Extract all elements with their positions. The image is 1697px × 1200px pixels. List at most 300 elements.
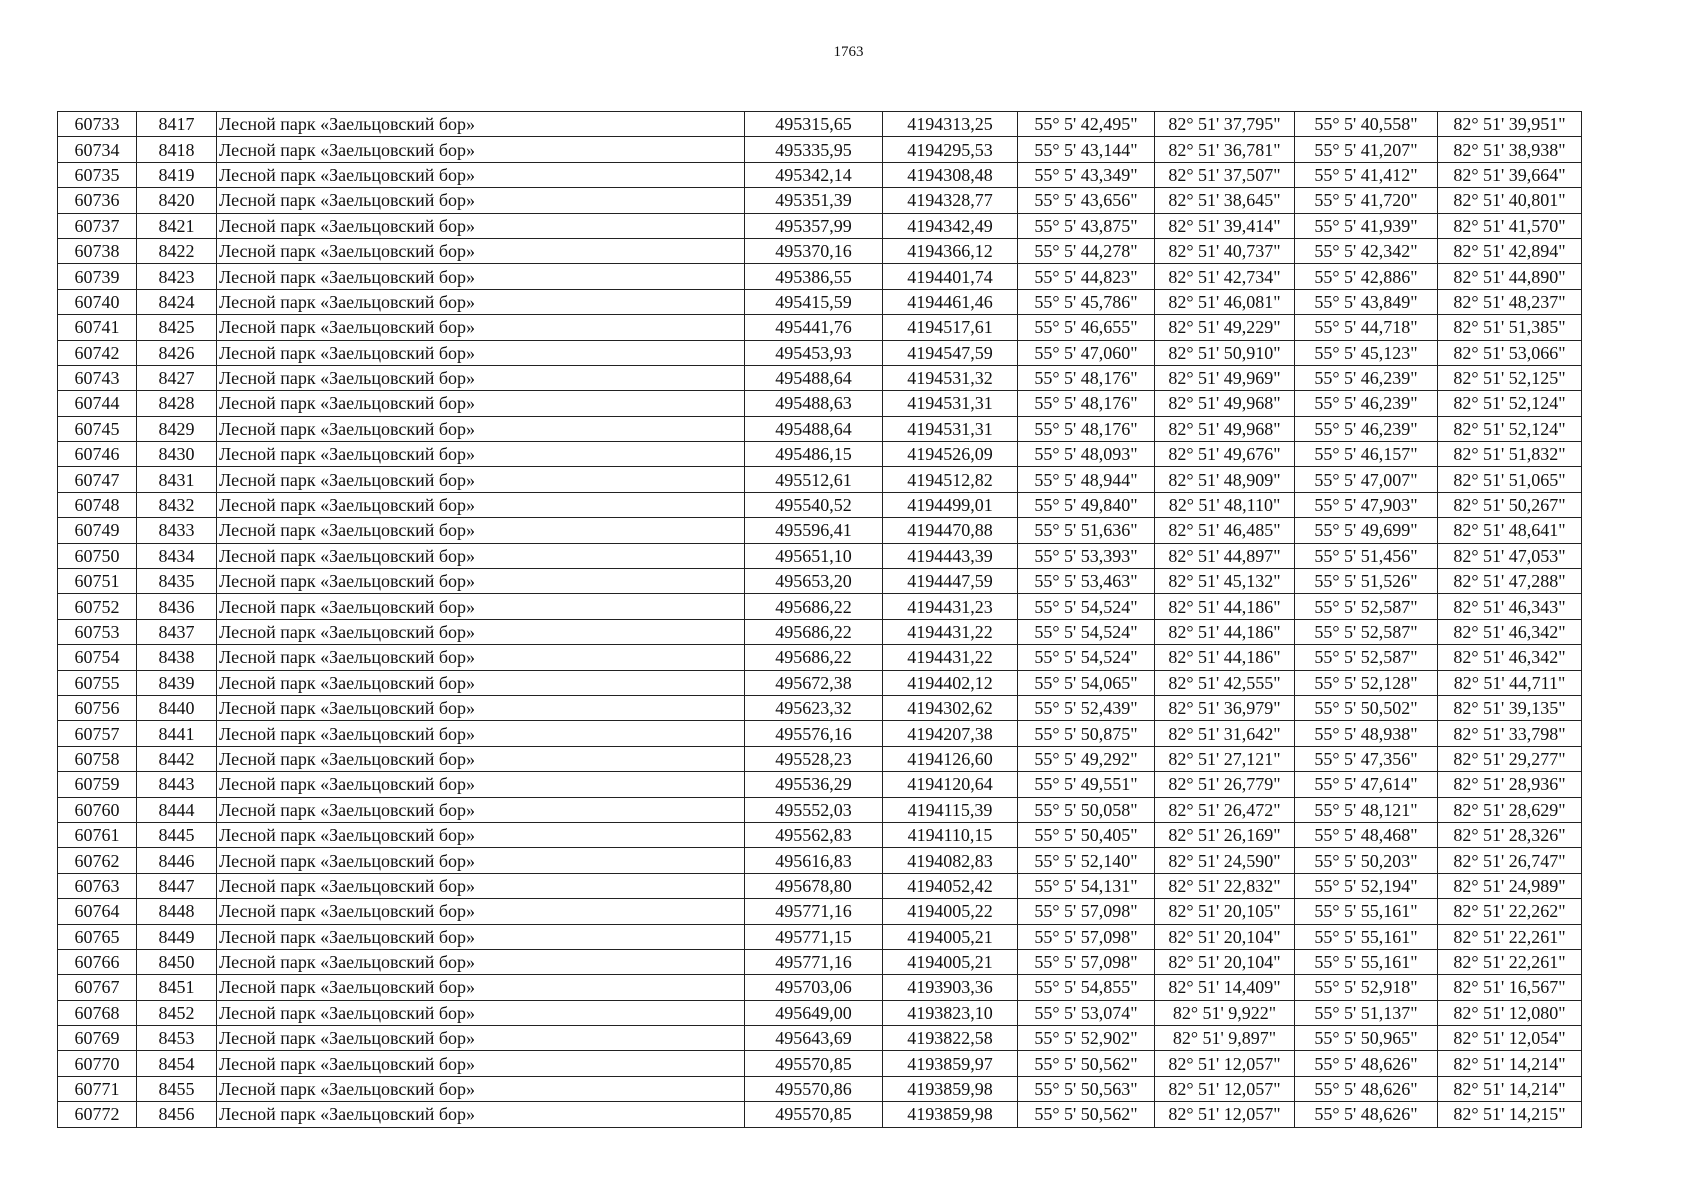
row-id-cell: 60755 bbox=[58, 670, 137, 695]
table-row bbox=[58, 873, 1582, 898]
latitude-cell: 55° 5' 53,463" bbox=[1018, 569, 1155, 594]
latitude-alt-cell: 55° 5' 47,614" bbox=[1295, 772, 1438, 797]
latitude-alt-cell: 55° 5' 48,626" bbox=[1295, 1102, 1438, 1127]
table-row bbox=[58, 213, 1582, 238]
point-number-cell: 8444 bbox=[137, 797, 217, 822]
longitude-cell: 82° 51' 20,104" bbox=[1155, 949, 1295, 974]
latitude-cell: 55° 5' 57,098" bbox=[1018, 924, 1155, 949]
latitude-alt-cell: 55° 5' 47,007" bbox=[1295, 467, 1438, 492]
longitude-alt-cell: 82° 51' 39,664" bbox=[1438, 162, 1582, 187]
point-number-cell: 8434 bbox=[137, 543, 217, 568]
table-row bbox=[58, 518, 1582, 543]
table-row bbox=[58, 289, 1582, 314]
longitude-cell: 82° 51' 49,676" bbox=[1155, 442, 1295, 467]
latitude-alt-cell: 55° 5' 52,587" bbox=[1295, 619, 1438, 644]
point-number-cell: 8421 bbox=[137, 213, 217, 238]
y-coordinate-cell: 4194342,49 bbox=[883, 213, 1018, 238]
longitude-cell: 82° 51' 46,081" bbox=[1155, 289, 1295, 314]
latitude-alt-cell: 55° 5' 50,965" bbox=[1295, 1026, 1438, 1051]
y-coordinate-cell: 4194443,39 bbox=[883, 543, 1018, 568]
object-name-cell: Лесной парк «Заельцовский бор» bbox=[217, 569, 745, 594]
row-id-cell: 60753 bbox=[58, 619, 137, 644]
latitude-cell: 55° 5' 52,140" bbox=[1018, 848, 1155, 873]
object-name-cell: Лесной парк «Заельцовский бор» bbox=[217, 315, 745, 340]
y-coordinate-cell: 4194005,21 bbox=[883, 949, 1018, 974]
longitude-alt-cell: 82° 51' 14,214" bbox=[1438, 1076, 1582, 1101]
x-coordinate-cell: 495616,83 bbox=[745, 848, 883, 873]
table-row bbox=[58, 569, 1582, 594]
x-coordinate-cell: 495342,14 bbox=[745, 162, 883, 187]
latitude-cell: 55° 5' 52,902" bbox=[1018, 1026, 1155, 1051]
coordinates-table-body bbox=[58, 112, 1582, 1128]
x-coordinate-cell: 495415,59 bbox=[745, 289, 883, 314]
x-coordinate-cell: 495686,22 bbox=[745, 645, 883, 670]
y-coordinate-cell: 4194499,01 bbox=[883, 492, 1018, 517]
row-id-cell: 60749 bbox=[58, 518, 137, 543]
point-number-cell: 8447 bbox=[137, 873, 217, 898]
row-id-cell: 60738 bbox=[58, 238, 137, 263]
page-number: 1763 bbox=[833, 44, 864, 60]
object-name-cell: Лесной парк «Заельцовский бор» bbox=[217, 695, 745, 720]
y-coordinate-cell: 4194366,12 bbox=[883, 238, 1018, 263]
y-coordinate-cell: 4194082,83 bbox=[883, 848, 1018, 873]
table-row bbox=[58, 975, 1582, 1000]
longitude-cell: 82° 51' 27,121" bbox=[1155, 746, 1295, 771]
table-row bbox=[58, 695, 1582, 720]
longitude-alt-cell: 82° 51' 14,215" bbox=[1438, 1102, 1582, 1127]
longitude-alt-cell: 82° 51' 22,261" bbox=[1438, 949, 1582, 974]
object-name-cell: Лесной парк «Заельцовский бор» bbox=[217, 213, 745, 238]
row-id-cell: 60751 bbox=[58, 569, 137, 594]
point-number-cell: 8449 bbox=[137, 924, 217, 949]
longitude-alt-cell: 82° 51' 46,342" bbox=[1438, 619, 1582, 644]
latitude-alt-cell: 55° 5' 46,239" bbox=[1295, 365, 1438, 390]
latitude-alt-cell: 55° 5' 55,161" bbox=[1295, 924, 1438, 949]
longitude-cell: 82° 51' 39,414" bbox=[1155, 213, 1295, 238]
x-coordinate-cell: 495596,41 bbox=[745, 518, 883, 543]
row-id-cell: 60768 bbox=[58, 1000, 137, 1025]
x-coordinate-cell: 495643,69 bbox=[745, 1026, 883, 1051]
object-name-cell: Лесной парк «Заельцовский бор» bbox=[217, 797, 745, 822]
object-name-cell: Лесной парк «Заельцовский бор» bbox=[217, 162, 745, 187]
y-coordinate-cell: 4194531,31 bbox=[883, 391, 1018, 416]
table-row bbox=[58, 340, 1582, 365]
row-id-cell: 60769 bbox=[58, 1026, 137, 1051]
table-row bbox=[58, 162, 1582, 187]
point-number-cell: 8423 bbox=[137, 264, 217, 289]
point-number-cell: 8439 bbox=[137, 670, 217, 695]
latitude-alt-cell: 55° 5' 50,502" bbox=[1295, 695, 1438, 720]
longitude-cell: 82° 51' 38,645" bbox=[1155, 188, 1295, 213]
latitude-alt-cell: 55° 5' 42,342" bbox=[1295, 238, 1438, 263]
latitude-alt-cell: 55° 5' 48,626" bbox=[1295, 1051, 1438, 1076]
latitude-alt-cell: 55° 5' 40,558" bbox=[1295, 112, 1438, 137]
x-coordinate-cell: 495570,85 bbox=[745, 1102, 883, 1127]
table-row bbox=[58, 492, 1582, 517]
latitude-alt-cell: 55° 5' 50,203" bbox=[1295, 848, 1438, 873]
latitude-cell: 55° 5' 45,786" bbox=[1018, 289, 1155, 314]
row-id-cell: 60760 bbox=[58, 797, 137, 822]
latitude-cell: 55° 5' 53,393" bbox=[1018, 543, 1155, 568]
latitude-cell: 55° 5' 50,563" bbox=[1018, 1076, 1155, 1101]
y-coordinate-cell: 4194461,46 bbox=[883, 289, 1018, 314]
object-name-cell: Лесной парк «Заельцовский бор» bbox=[217, 1026, 745, 1051]
latitude-alt-cell: 55° 5' 44,718" bbox=[1295, 315, 1438, 340]
y-coordinate-cell: 4193859,98 bbox=[883, 1076, 1018, 1101]
y-coordinate-cell: 4194313,25 bbox=[883, 112, 1018, 137]
y-coordinate-cell: 4194531,32 bbox=[883, 365, 1018, 390]
object-name-cell: Лесной парк «Заельцовский бор» bbox=[217, 746, 745, 771]
longitude-alt-cell: 82° 51' 52,124" bbox=[1438, 391, 1582, 416]
x-coordinate-cell: 495453,93 bbox=[745, 340, 883, 365]
y-coordinate-cell: 4194295,53 bbox=[883, 137, 1018, 162]
latitude-cell: 55° 5' 48,093" bbox=[1018, 442, 1155, 467]
latitude-alt-cell: 55° 5' 48,121" bbox=[1295, 797, 1438, 822]
row-id-cell: 60741 bbox=[58, 315, 137, 340]
object-name-cell: Лесной парк «Заельцовский бор» bbox=[217, 112, 745, 137]
longitude-cell: 82° 51' 49,968" bbox=[1155, 416, 1295, 441]
latitude-cell: 55° 5' 50,562" bbox=[1018, 1102, 1155, 1127]
x-coordinate-cell: 495315,65 bbox=[745, 112, 883, 137]
longitude-alt-cell: 82° 51' 47,288" bbox=[1438, 569, 1582, 594]
point-number-cell: 8428 bbox=[137, 391, 217, 416]
longitude-alt-cell: 82° 51' 48,237" bbox=[1438, 289, 1582, 314]
latitude-cell: 55° 5' 53,074" bbox=[1018, 1000, 1155, 1025]
point-number-cell: 8443 bbox=[137, 772, 217, 797]
latitude-cell: 55° 5' 44,278" bbox=[1018, 238, 1155, 263]
y-coordinate-cell: 4194431,22 bbox=[883, 619, 1018, 644]
x-coordinate-cell: 495649,00 bbox=[745, 1000, 883, 1025]
x-coordinate-cell: 495623,32 bbox=[745, 695, 883, 720]
point-number-cell: 8448 bbox=[137, 899, 217, 924]
y-coordinate-cell: 4194517,61 bbox=[883, 315, 1018, 340]
x-coordinate-cell: 495651,10 bbox=[745, 543, 883, 568]
table-row bbox=[58, 848, 1582, 873]
row-id-cell: 60763 bbox=[58, 873, 137, 898]
x-coordinate-cell: 495351,39 bbox=[745, 188, 883, 213]
table-row bbox=[58, 670, 1582, 695]
x-coordinate-cell: 495357,99 bbox=[745, 213, 883, 238]
longitude-cell: 82° 51' 20,104" bbox=[1155, 924, 1295, 949]
longitude-cell: 82° 51' 44,897" bbox=[1155, 543, 1295, 568]
y-coordinate-cell: 4194052,42 bbox=[883, 873, 1018, 898]
point-number-cell: 8418 bbox=[137, 137, 217, 162]
row-id-cell: 60762 bbox=[58, 848, 137, 873]
latitude-cell: 55° 5' 43,349" bbox=[1018, 162, 1155, 187]
longitude-alt-cell: 82° 51' 12,054" bbox=[1438, 1026, 1582, 1051]
point-number-cell: 8420 bbox=[137, 188, 217, 213]
longitude-cell: 82° 51' 26,169" bbox=[1155, 822, 1295, 847]
point-number-cell: 8436 bbox=[137, 594, 217, 619]
longitude-cell: 82° 51' 22,832" bbox=[1155, 873, 1295, 898]
longitude-cell: 82° 51' 14,409" bbox=[1155, 975, 1295, 1000]
latitude-cell: 55° 5' 54,524" bbox=[1018, 645, 1155, 670]
latitude-cell: 55° 5' 48,176" bbox=[1018, 416, 1155, 441]
point-number-cell: 8431 bbox=[137, 467, 217, 492]
table-row bbox=[58, 188, 1582, 213]
object-name-cell: Лесной парк «Заельцовский бор» bbox=[217, 873, 745, 898]
row-id-cell: 60758 bbox=[58, 746, 137, 771]
point-number-cell: 8452 bbox=[137, 1000, 217, 1025]
latitude-cell: 55° 5' 48,176" bbox=[1018, 391, 1155, 416]
longitude-cell: 82° 51' 26,779" bbox=[1155, 772, 1295, 797]
table-row bbox=[58, 619, 1582, 644]
object-name-cell: Лесной парк «Заельцовский бор» bbox=[217, 848, 745, 873]
table-row bbox=[58, 137, 1582, 162]
object-name-cell: Лесной парк «Заельцовский бор» bbox=[217, 340, 745, 365]
x-coordinate-cell: 495552,03 bbox=[745, 797, 883, 822]
longitude-cell: 82° 51' 49,969" bbox=[1155, 365, 1295, 390]
table-row bbox=[58, 238, 1582, 263]
row-id-cell: 60747 bbox=[58, 467, 137, 492]
point-number-cell: 8445 bbox=[137, 822, 217, 847]
longitude-cell: 82° 51' 24,590" bbox=[1155, 848, 1295, 873]
longitude-cell: 82° 51' 49,229" bbox=[1155, 315, 1295, 340]
latitude-cell: 55° 5' 54,524" bbox=[1018, 619, 1155, 644]
object-name-cell: Лесной парк «Заельцовский бор» bbox=[217, 365, 745, 390]
table-row bbox=[58, 365, 1582, 390]
latitude-cell: 55° 5' 54,065" bbox=[1018, 670, 1155, 695]
row-id-cell: 60754 bbox=[58, 645, 137, 670]
x-coordinate-cell: 495570,85 bbox=[745, 1051, 883, 1076]
longitude-cell: 82° 51' 44,186" bbox=[1155, 645, 1295, 670]
object-name-cell: Лесной парк «Заельцовский бор» bbox=[217, 1000, 745, 1025]
latitude-cell: 55° 5' 50,562" bbox=[1018, 1051, 1155, 1076]
y-coordinate-cell: 4194302,62 bbox=[883, 695, 1018, 720]
point-number-cell: 8456 bbox=[137, 1102, 217, 1127]
latitude-alt-cell: 55° 5' 46,239" bbox=[1295, 416, 1438, 441]
latitude-alt-cell: 55° 5' 47,356" bbox=[1295, 746, 1438, 771]
longitude-cell: 82° 51' 42,555" bbox=[1155, 670, 1295, 695]
y-coordinate-cell: 4194115,39 bbox=[883, 797, 1018, 822]
y-coordinate-cell: 4193903,36 bbox=[883, 975, 1018, 1000]
longitude-alt-cell: 82° 51' 14,214" bbox=[1438, 1051, 1582, 1076]
latitude-alt-cell: 55° 5' 55,161" bbox=[1295, 949, 1438, 974]
x-coordinate-cell: 495370,16 bbox=[745, 238, 883, 263]
object-name-cell: Лесной парк «Заельцовский бор» bbox=[217, 924, 745, 949]
longitude-cell: 82° 51' 26,472" bbox=[1155, 797, 1295, 822]
row-id-cell: 60766 bbox=[58, 949, 137, 974]
point-number-cell: 8425 bbox=[137, 315, 217, 340]
latitude-alt-cell: 55° 5' 48,938" bbox=[1295, 721, 1438, 746]
longitude-alt-cell: 82° 51' 39,951" bbox=[1438, 112, 1582, 137]
table-row bbox=[58, 1000, 1582, 1025]
latitude-alt-cell: 55° 5' 43,849" bbox=[1295, 289, 1438, 314]
longitude-alt-cell: 82° 51' 51,832" bbox=[1438, 442, 1582, 467]
table-row bbox=[58, 442, 1582, 467]
longitude-alt-cell: 82° 51' 42,894" bbox=[1438, 238, 1582, 263]
point-number-cell: 8441 bbox=[137, 721, 217, 746]
point-number-cell: 8451 bbox=[137, 975, 217, 1000]
longitude-cell: 82° 51' 46,485" bbox=[1155, 518, 1295, 543]
latitude-cell: 55° 5' 54,524" bbox=[1018, 594, 1155, 619]
row-id-cell: 60764 bbox=[58, 899, 137, 924]
latitude-cell: 55° 5' 43,875" bbox=[1018, 213, 1155, 238]
latitude-alt-cell: 55° 5' 49,699" bbox=[1295, 518, 1438, 543]
x-coordinate-cell: 495686,22 bbox=[745, 619, 883, 644]
row-id-cell: 60750 bbox=[58, 543, 137, 568]
longitude-cell: 82° 51' 36,979" bbox=[1155, 695, 1295, 720]
y-coordinate-cell: 4194005,22 bbox=[883, 899, 1018, 924]
x-coordinate-cell: 495488,63 bbox=[745, 391, 883, 416]
y-coordinate-cell: 4194402,12 bbox=[883, 670, 1018, 695]
longitude-alt-cell: 82° 51' 24,989" bbox=[1438, 873, 1582, 898]
row-id-cell: 60771 bbox=[58, 1076, 137, 1101]
table-row bbox=[58, 949, 1582, 974]
latitude-alt-cell: 55° 5' 47,903" bbox=[1295, 492, 1438, 517]
latitude-cell: 55° 5' 50,058" bbox=[1018, 797, 1155, 822]
table-row bbox=[58, 721, 1582, 746]
longitude-alt-cell: 82° 51' 28,326" bbox=[1438, 822, 1582, 847]
longitude-cell: 82° 51' 44,186" bbox=[1155, 619, 1295, 644]
row-id-cell: 60736 bbox=[58, 188, 137, 213]
longitude-alt-cell: 82° 51' 52,125" bbox=[1438, 365, 1582, 390]
table-row bbox=[58, 1102, 1582, 1127]
latitude-cell: 55° 5' 42,495" bbox=[1018, 112, 1155, 137]
table-row bbox=[58, 467, 1582, 492]
point-number-cell: 8432 bbox=[137, 492, 217, 517]
object-name-cell: Лесной парк «Заельцовский бор» bbox=[217, 899, 745, 924]
point-number-cell: 8438 bbox=[137, 645, 217, 670]
latitude-cell: 55° 5' 50,405" bbox=[1018, 822, 1155, 847]
row-id-cell: 60744 bbox=[58, 391, 137, 416]
row-id-cell: 60752 bbox=[58, 594, 137, 619]
point-number-cell: 8429 bbox=[137, 416, 217, 441]
object-name-cell: Лесной парк «Заельцовский бор» bbox=[217, 670, 745, 695]
object-name-cell: Лесной парк «Заельцовский бор» bbox=[217, 137, 745, 162]
y-coordinate-cell: 4194207,38 bbox=[883, 721, 1018, 746]
x-coordinate-cell: 495771,16 bbox=[745, 949, 883, 974]
longitude-alt-cell: 82° 51' 47,053" bbox=[1438, 543, 1582, 568]
y-coordinate-cell: 4194005,21 bbox=[883, 924, 1018, 949]
row-id-cell: 60734 bbox=[58, 137, 137, 162]
object-name-cell: Лесной парк «Заельцовский бор» bbox=[217, 416, 745, 441]
x-coordinate-cell: 495703,06 bbox=[745, 975, 883, 1000]
table-row bbox=[58, 1051, 1582, 1076]
longitude-cell: 82° 51' 48,909" bbox=[1155, 467, 1295, 492]
latitude-alt-cell: 55° 5' 52,194" bbox=[1295, 873, 1438, 898]
latitude-cell: 55° 5' 51,636" bbox=[1018, 518, 1155, 543]
object-name-cell: Лесной парк «Заельцовский бор» bbox=[217, 467, 745, 492]
x-coordinate-cell: 495576,16 bbox=[745, 721, 883, 746]
object-name-cell: Лесной парк «Заельцовский бор» bbox=[217, 721, 745, 746]
row-id-cell: 60735 bbox=[58, 162, 137, 187]
latitude-alt-cell: 55° 5' 52,128" bbox=[1295, 670, 1438, 695]
longitude-alt-cell: 82° 51' 22,261" bbox=[1438, 924, 1582, 949]
longitude-alt-cell: 82° 51' 51,065" bbox=[1438, 467, 1582, 492]
latitude-cell: 55° 5' 49,551" bbox=[1018, 772, 1155, 797]
point-number-cell: 8417 bbox=[137, 112, 217, 137]
latitude-alt-cell: 55° 5' 45,123" bbox=[1295, 340, 1438, 365]
longitude-alt-cell: 82° 51' 28,629" bbox=[1438, 797, 1582, 822]
object-name-cell: Лесной парк «Заельцовский бор» bbox=[217, 1076, 745, 1101]
row-id-cell: 60748 bbox=[58, 492, 137, 517]
point-number-cell: 8450 bbox=[137, 949, 217, 974]
object-name-cell: Лесной парк «Заельцовский бор» bbox=[217, 188, 745, 213]
y-coordinate-cell: 4194447,59 bbox=[883, 569, 1018, 594]
point-number-cell: 8430 bbox=[137, 442, 217, 467]
longitude-alt-cell: 82° 51' 16,567" bbox=[1438, 975, 1582, 1000]
object-name-cell: Лесной парк «Заельцовский бор» bbox=[217, 1051, 745, 1076]
row-id-cell: 60756 bbox=[58, 695, 137, 720]
y-coordinate-cell: 4194308,48 bbox=[883, 162, 1018, 187]
longitude-cell: 82° 51' 12,057" bbox=[1155, 1102, 1295, 1127]
row-id-cell: 60739 bbox=[58, 264, 137, 289]
latitude-cell: 55° 5' 54,855" bbox=[1018, 975, 1155, 1000]
longitude-alt-cell: 82° 51' 33,798" bbox=[1438, 721, 1582, 746]
latitude-cell: 55° 5' 48,944" bbox=[1018, 467, 1155, 492]
x-coordinate-cell: 495335,95 bbox=[745, 137, 883, 162]
latitude-alt-cell: 55° 5' 42,886" bbox=[1295, 264, 1438, 289]
x-coordinate-cell: 495540,52 bbox=[745, 492, 883, 517]
x-coordinate-cell: 495386,55 bbox=[745, 264, 883, 289]
object-name-cell: Лесной парк «Заельцовский бор» bbox=[217, 264, 745, 289]
longitude-cell: 82° 51' 45,132" bbox=[1155, 569, 1295, 594]
x-coordinate-cell: 495678,80 bbox=[745, 873, 883, 898]
longitude-alt-cell: 82° 51' 28,936" bbox=[1438, 772, 1582, 797]
latitude-alt-cell: 55° 5' 52,918" bbox=[1295, 975, 1438, 1000]
longitude-alt-cell: 82° 51' 44,890" bbox=[1438, 264, 1582, 289]
y-coordinate-cell: 4194526,09 bbox=[883, 442, 1018, 467]
table-row bbox=[58, 746, 1582, 771]
x-coordinate-cell: 495686,22 bbox=[745, 594, 883, 619]
x-coordinate-cell: 495672,38 bbox=[745, 670, 883, 695]
longitude-alt-cell: 82° 51' 50,267" bbox=[1438, 492, 1582, 517]
longitude-alt-cell: 82° 51' 26,747" bbox=[1438, 848, 1582, 873]
object-name-cell: Лесной парк «Заельцовский бор» bbox=[217, 492, 745, 517]
latitude-alt-cell: 55° 5' 52,587" bbox=[1295, 594, 1438, 619]
object-name-cell: Лесной парк «Заельцовский бор» bbox=[217, 822, 745, 847]
latitude-alt-cell: 55° 5' 41,207" bbox=[1295, 137, 1438, 162]
x-coordinate-cell: 495528,23 bbox=[745, 746, 883, 771]
longitude-alt-cell: 82° 51' 38,938" bbox=[1438, 137, 1582, 162]
y-coordinate-cell: 4194431,23 bbox=[883, 594, 1018, 619]
row-id-cell: 60772 bbox=[58, 1102, 137, 1127]
point-number-cell: 8455 bbox=[137, 1076, 217, 1101]
point-number-cell: 8433 bbox=[137, 518, 217, 543]
latitude-cell: 55° 5' 50,875" bbox=[1018, 721, 1155, 746]
coordinates-table bbox=[57, 111, 1582, 1128]
longitude-cell: 82° 51' 31,642" bbox=[1155, 721, 1295, 746]
longitude-alt-cell: 82° 51' 39,135" bbox=[1438, 695, 1582, 720]
x-coordinate-cell: 495488,64 bbox=[745, 365, 883, 390]
latitude-alt-cell: 55° 5' 52,587" bbox=[1295, 645, 1438, 670]
longitude-alt-cell: 82° 51' 48,641" bbox=[1438, 518, 1582, 543]
latitude-cell: 55° 5' 49,840" bbox=[1018, 492, 1155, 517]
point-number-cell: 8424 bbox=[137, 289, 217, 314]
latitude-cell: 55° 5' 43,656" bbox=[1018, 188, 1155, 213]
table-row bbox=[58, 391, 1582, 416]
table-row bbox=[58, 594, 1582, 619]
point-number-cell: 8422 bbox=[137, 238, 217, 263]
latitude-cell: 55° 5' 54,131" bbox=[1018, 873, 1155, 898]
longitude-cell: 82° 51' 42,734" bbox=[1155, 264, 1295, 289]
longitude-cell: 82° 51' 9,897" bbox=[1155, 1026, 1295, 1051]
x-coordinate-cell: 495512,61 bbox=[745, 467, 883, 492]
object-name-cell: Лесной парк «Заельцовский бор» bbox=[217, 949, 745, 974]
longitude-cell: 82° 51' 12,057" bbox=[1155, 1051, 1295, 1076]
object-name-cell: Лесной парк «Заельцовский бор» bbox=[217, 442, 745, 467]
y-coordinate-cell: 4194431,22 bbox=[883, 645, 1018, 670]
y-coordinate-cell: 4194401,74 bbox=[883, 264, 1018, 289]
latitude-cell: 55° 5' 52,439" bbox=[1018, 695, 1155, 720]
object-name-cell: Лесной парк «Заельцовский бор» bbox=[217, 543, 745, 568]
row-id-cell: 60745 bbox=[58, 416, 137, 441]
latitude-cell: 55° 5' 43,144" bbox=[1018, 137, 1155, 162]
latitude-alt-cell: 55° 5' 41,720" bbox=[1295, 188, 1438, 213]
object-name-cell: Лесной парк «Заельцовский бор» bbox=[217, 594, 745, 619]
point-number-cell: 8440 bbox=[137, 695, 217, 720]
